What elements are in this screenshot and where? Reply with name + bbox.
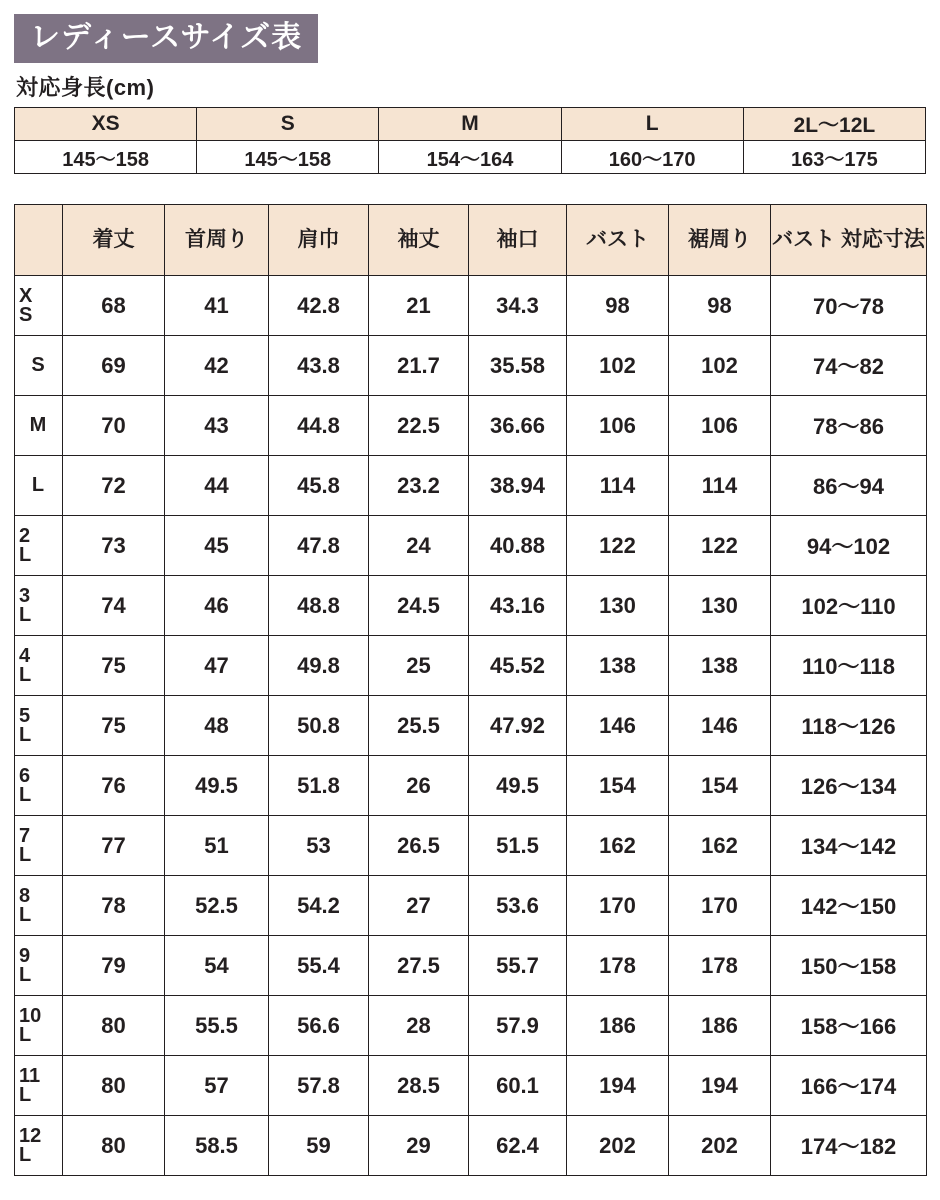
table-cell: 80 (63, 996, 165, 1056)
table-cell: 45.8 (269, 456, 369, 516)
header-corner (15, 205, 63, 276)
table-cell: 150〜158 (771, 936, 927, 996)
table-cell: 47.92 (469, 696, 567, 756)
table-cell: 43.16 (469, 576, 567, 636)
table-cell: 45 (165, 516, 269, 576)
height-section-heading: 対応身長(cm) (16, 75, 155, 100)
row-size-label (15, 336, 63, 396)
table-cell: 29 (369, 1116, 469, 1176)
table-cell: 134〜142 (771, 816, 927, 876)
table-cell: 55.5 (165, 996, 269, 1056)
row-size-label (15, 456, 63, 516)
table-cell: 53 (269, 816, 369, 876)
size-label-line: L (19, 1143, 32, 1166)
height-value-m: 154〜164 (379, 141, 561, 174)
table-cell: 51.5 (469, 816, 567, 876)
height-header-2l-12l: 2L〜12L (743, 108, 925, 141)
table-cell: 114 (567, 456, 669, 516)
table-cell: 75 (63, 696, 165, 756)
table-cell: 178 (669, 936, 771, 996)
size-label-line: S (31, 354, 45, 376)
table-row (15, 696, 927, 756)
table-row (15, 396, 927, 456)
size-label-line: X (19, 284, 33, 307)
table-cell: 58.5 (165, 1116, 269, 1176)
size-label-line: 10 (19, 1004, 42, 1027)
table-cell: 70〜78 (771, 276, 927, 336)
table-cell: 146 (567, 696, 669, 756)
size-label-line: 12 (19, 1124, 42, 1147)
table-cell: 51.8 (269, 756, 369, 816)
page-title: レディースサイズ表 (14, 14, 318, 63)
table-cell: 28 (369, 996, 469, 1056)
header-bust: バスト (567, 205, 669, 276)
table-cell: 43.8 (269, 336, 369, 396)
table-cell: 114 (669, 456, 771, 516)
table-cell: 102 (669, 336, 771, 396)
table-cell: 57.9 (469, 996, 567, 1056)
table-cell: 56.6 (269, 996, 369, 1056)
table-cell: 38.94 (469, 456, 567, 516)
size-label-line: L (19, 843, 32, 866)
table-cell: 79 (63, 936, 165, 996)
table-cell: 194 (567, 1056, 669, 1116)
table-cell: 21.7 (369, 336, 469, 396)
table-cell: 34.3 (469, 276, 567, 336)
table-cell: 42 (165, 336, 269, 396)
row-size-label (15, 276, 63, 336)
height-header-m: M (379, 108, 561, 141)
table-cell: 68 (63, 276, 165, 336)
table-cell: 106 (669, 396, 771, 456)
table-cell: 55.7 (469, 936, 567, 996)
table-cell: 44 (165, 456, 269, 516)
table-cell: 78 (63, 876, 165, 936)
table-cell: 142〜150 (771, 876, 927, 936)
table-cell: 62.4 (469, 1116, 567, 1176)
height-header-l: L (561, 108, 743, 141)
table-cell: 69 (63, 336, 165, 396)
table-row (15, 276, 927, 336)
table-cell: 24.5 (369, 576, 469, 636)
height-table (14, 107, 926, 174)
table-cell: 51 (165, 816, 269, 876)
table-cell: 154 (567, 756, 669, 816)
table-cell: 25.5 (369, 696, 469, 756)
table-cell: 74 (63, 576, 165, 636)
height-value-s: 145〜158 (197, 141, 379, 174)
table-cell: 53.6 (469, 876, 567, 936)
table-cell: 50.8 (269, 696, 369, 756)
table-cell: 49.8 (269, 636, 369, 696)
table-cell: 36.66 (469, 396, 567, 456)
table-cell: 47.8 (269, 516, 369, 576)
measurement-body (15, 276, 927, 1176)
table-row (15, 576, 927, 636)
table-cell: 40.88 (469, 516, 567, 576)
table-row (15, 636, 927, 696)
table-cell: 76 (63, 756, 165, 816)
row-size-label (15, 876, 63, 936)
table-row (15, 816, 927, 876)
table-cell: 27.5 (369, 936, 469, 996)
size-label-line: 2 (19, 524, 31, 547)
size-label-line: 5 (19, 704, 31, 727)
measurement-table (14, 204, 927, 1176)
height-table-value-row (15, 141, 926, 174)
table-cell: 22.5 (369, 396, 469, 456)
table-cell: 41 (165, 276, 269, 336)
table-cell: 35.58 (469, 336, 567, 396)
table-cell: 54.2 (269, 876, 369, 936)
table-cell: 102 (567, 336, 669, 396)
header-kitake: 着丈 (63, 205, 165, 276)
row-size-label (15, 816, 63, 876)
row-size-label (15, 1056, 63, 1116)
table-cell: 52.5 (165, 876, 269, 936)
table-cell: 47 (165, 636, 269, 696)
table-cell: 102〜110 (771, 576, 927, 636)
row-size-label (15, 576, 63, 636)
table-row (15, 876, 927, 936)
table-cell: 73 (63, 516, 165, 576)
table-cell: 25 (369, 636, 469, 696)
table-cell: 26.5 (369, 816, 469, 876)
table-cell: 98 (669, 276, 771, 336)
header-katahaba: 肩巾 (269, 205, 369, 276)
table-cell: 138 (567, 636, 669, 696)
section-spacer (14, 174, 926, 204)
table-cell: 24 (369, 516, 469, 576)
header-bust-line2: 対応寸法 (840, 227, 925, 251)
table-cell: 110〜118 (771, 636, 927, 696)
size-label-line: L (19, 543, 32, 566)
size-label-line: L (19, 1023, 32, 1046)
table-cell: 48 (165, 696, 269, 756)
row-size-label (15, 696, 63, 756)
table-cell: 26 (369, 756, 469, 816)
table-cell: 118〜126 (771, 696, 927, 756)
table-cell: 78〜86 (771, 396, 927, 456)
table-cell: 146 (669, 696, 771, 756)
table-cell: 174〜182 (771, 1116, 927, 1176)
table-cell: 154 (669, 756, 771, 816)
height-value-2l-12l: 163〜175 (743, 141, 925, 174)
table-cell: 202 (567, 1116, 669, 1176)
table-cell: 75 (63, 636, 165, 696)
table-cell: 122 (669, 516, 771, 576)
header-susomawari: 裾周り (669, 205, 771, 276)
table-cell: 162 (669, 816, 771, 876)
table-cell: 170 (567, 876, 669, 936)
table-cell: 77 (63, 816, 165, 876)
table-cell: 49.5 (165, 756, 269, 816)
table-cell: 162 (567, 816, 669, 876)
table-cell: 106 (567, 396, 669, 456)
table-cell: 126〜134 (771, 756, 927, 816)
size-label-line: 11 (19, 1064, 41, 1087)
size-label-line: L (19, 903, 32, 926)
table-row (15, 1056, 927, 1116)
header-kubimawari: 首周り (165, 205, 269, 276)
row-size-label (15, 1116, 63, 1176)
table-row (15, 336, 927, 396)
table-row (15, 756, 927, 816)
row-size-label (15, 396, 63, 456)
table-cell: 186 (567, 996, 669, 1056)
table-cell: 21 (369, 276, 469, 336)
table-cell: 98 (567, 276, 669, 336)
table-cell: 48.8 (269, 576, 369, 636)
table-cell: 94〜102 (771, 516, 927, 576)
table-cell: 138 (669, 636, 771, 696)
height-value-xs: 145〜158 (15, 141, 197, 174)
row-size-label (15, 756, 63, 816)
row-size-label (15, 516, 63, 576)
height-header-xs: XS (15, 108, 197, 141)
header-sodeguchi: 袖口 (469, 205, 567, 276)
table-cell: 122 (567, 516, 669, 576)
table-row (15, 456, 927, 516)
table-cell: 57.8 (269, 1056, 369, 1116)
table-cell: 74〜82 (771, 336, 927, 396)
table-cell: 57 (165, 1056, 269, 1116)
row-size-label (15, 936, 63, 996)
table-cell: 170 (669, 876, 771, 936)
table-row (15, 996, 927, 1056)
row-size-label (15, 996, 63, 1056)
height-header-s: S (197, 108, 379, 141)
table-cell: 27 (369, 876, 469, 936)
table-cell: 72 (63, 456, 165, 516)
table-cell: 130 (669, 576, 771, 636)
size-label-line: L (31, 474, 45, 496)
row-size-label (15, 636, 63, 696)
table-cell: 55.4 (269, 936, 369, 996)
header-sodetake: 袖丈 (369, 205, 469, 276)
height-table-header-row (15, 108, 926, 141)
table-row (15, 936, 927, 996)
table-cell: 158〜166 (771, 996, 927, 1056)
size-label-line: 9 (19, 944, 31, 967)
table-cell: 178 (567, 936, 669, 996)
size-label-line: S (19, 303, 33, 326)
table-cell: 186 (669, 996, 771, 1056)
table-row (15, 1116, 927, 1176)
size-label-line: L (19, 603, 32, 626)
height-value-l: 160〜170 (561, 141, 743, 174)
size-label-line: 8 (19, 884, 31, 907)
size-label-line: L (19, 783, 32, 806)
size-label-line: L (19, 663, 32, 686)
header-bust-taiou-sunpou (771, 205, 927, 276)
table-cell: 59 (269, 1116, 369, 1176)
size-label-line: M (29, 414, 47, 436)
table-cell: 70 (63, 396, 165, 456)
header-bust-line1: バスト (772, 227, 836, 251)
size-label-line: 6 (19, 764, 31, 787)
table-row (15, 516, 927, 576)
table-cell: 166〜174 (771, 1056, 927, 1116)
table-cell: 130 (567, 576, 669, 636)
table-cell: 28.5 (369, 1056, 469, 1116)
table-cell: 202 (669, 1116, 771, 1176)
table-cell: 23.2 (369, 456, 469, 516)
table-cell: 194 (669, 1056, 771, 1116)
size-label-line: 7 (19, 824, 31, 847)
table-cell: 60.1 (469, 1056, 567, 1116)
size-label-line: 3 (19, 584, 31, 607)
table-cell: 86〜94 (771, 456, 927, 516)
size-label-line: L (19, 723, 32, 746)
size-label-line: L (19, 1083, 32, 1106)
table-cell: 43 (165, 396, 269, 456)
table-cell: 80 (63, 1056, 165, 1116)
size-label-line: L (19, 963, 32, 986)
table-cell: 44.8 (269, 396, 369, 456)
table-cell: 49.5 (469, 756, 567, 816)
size-label-line: 4 (19, 644, 31, 667)
table-cell: 54 (165, 936, 269, 996)
table-cell: 45.52 (469, 636, 567, 696)
table-cell: 80 (63, 1116, 165, 1176)
table-cell: 42.8 (269, 276, 369, 336)
measurement-header-row (15, 205, 927, 276)
table-cell: 46 (165, 576, 269, 636)
